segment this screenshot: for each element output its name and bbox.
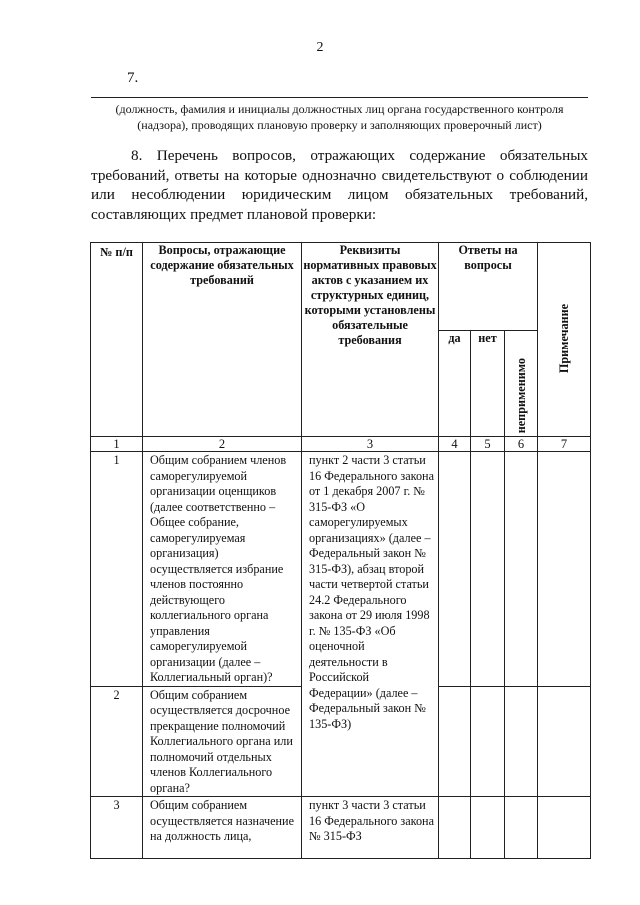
answer-no-cell[interactable]	[471, 686, 505, 797]
row-requisite: пункт 3 части 3 статьи 16 Федерального закона № 315-ФЗ	[302, 797, 439, 859]
header-no: нет	[471, 331, 505, 437]
paragraph-8	[91, 146, 588, 224]
answer-no-cell[interactable]	[471, 452, 505, 687]
index-cell: 3	[302, 437, 439, 452]
index-cell: 6	[505, 437, 538, 452]
note-cell[interactable]	[538, 452, 591, 687]
answer-na-cell[interactable]	[505, 686, 538, 797]
table-row	[91, 797, 591, 859]
answer-no-cell[interactable]	[471, 797, 505, 859]
header-note	[538, 243, 591, 437]
header-num: № п/п	[91, 243, 143, 437]
header-answers: Ответы на вопросы	[439, 243, 538, 331]
index-row	[91, 437, 591, 452]
header-row-top	[91, 243, 591, 331]
paragraph-8-number: 8.	[131, 147, 143, 164]
row-question: Общим собранием осуществляется назначение на должность лица,	[143, 797, 302, 859]
index-cell: 2	[143, 437, 302, 452]
header-na-text: неприменимо	[513, 357, 528, 433]
row-question: Общим собранием членов саморегулируемой организации оценщиков (далее соответственно – Общее собрание, саморегулируемая организация) осуществляется избрание членов постоянно действующего коллегиального органа управления саморегулируемой организации (далее – Коллегиальный орган)?	[143, 452, 302, 687]
note-cell[interactable]	[538, 686, 591, 797]
signature-line	[91, 97, 588, 98]
row-number: 1	[91, 452, 143, 687]
index-cell: 7	[538, 437, 591, 452]
header-yes: да	[439, 331, 471, 437]
index-cell: 5	[471, 437, 505, 452]
header-questions: Вопросы, отражающие содержание обязательных требований	[143, 243, 302, 437]
index-cell: 4	[439, 437, 471, 452]
index-cell: 1	[91, 437, 143, 452]
answer-yes-cell[interactable]	[439, 452, 471, 687]
row-question: Общим собранием осуществляется досрочное прекращение полномочий Коллегиального органа или полномочий отдельных членов Коллегиального органа?	[143, 686, 302, 797]
header-requisites: Реквизиты нормативных правовых актов с указанием их структурных единиц, которыми установлены обязательные требования	[302, 243, 439, 437]
answer-na-cell[interactable]	[505, 452, 538, 687]
answer-na-cell[interactable]	[505, 797, 538, 859]
note-cell[interactable]	[538, 797, 591, 859]
header-na	[505, 331, 538, 437]
item-7-label: 7.	[127, 70, 139, 86]
table-row	[91, 452, 591, 687]
answer-yes-cell[interactable]	[439, 686, 471, 797]
row-requisite: пункт 2 части 3 статьи 16 Федерального закона от 1 декабря 2007 г. № 315-ФЗ «О саморегулируемых организациях» (далее – Федеральный закон № 315-ФЗ), абзац второй части четвертой статьи 24.2 Федерального закона от 29 июля 1998 г. № 135-ФЗ «Об оценочной деятельности в Российской Федерации» (далее – Федеральный закон № 135-ФЗ)	[302, 452, 439, 797]
row-number: 2	[91, 686, 143, 797]
page-number: 2	[316, 40, 324, 55]
answer-yes-cell[interactable]	[439, 797, 471, 859]
requirements-table	[90, 242, 591, 859]
header-note-text: Примечание	[556, 304, 571, 374]
paragraph-8-text: Перечень вопросов, отражающих содержание обязательных требований, ответы на которые однозначно свидетельствуют о соблюдении или несоблюдении юридическим лицом обязательных требований, составляющих предмет плановой проверки:	[91, 147, 588, 223]
row-number: 3	[91, 797, 143, 859]
signature-caption: (должность, фамилия и инициалы должностных лиц органа государственного контроля (надзора), проводящих плановую проверку и заполняющих проверочный лист)	[115, 102, 564, 132]
